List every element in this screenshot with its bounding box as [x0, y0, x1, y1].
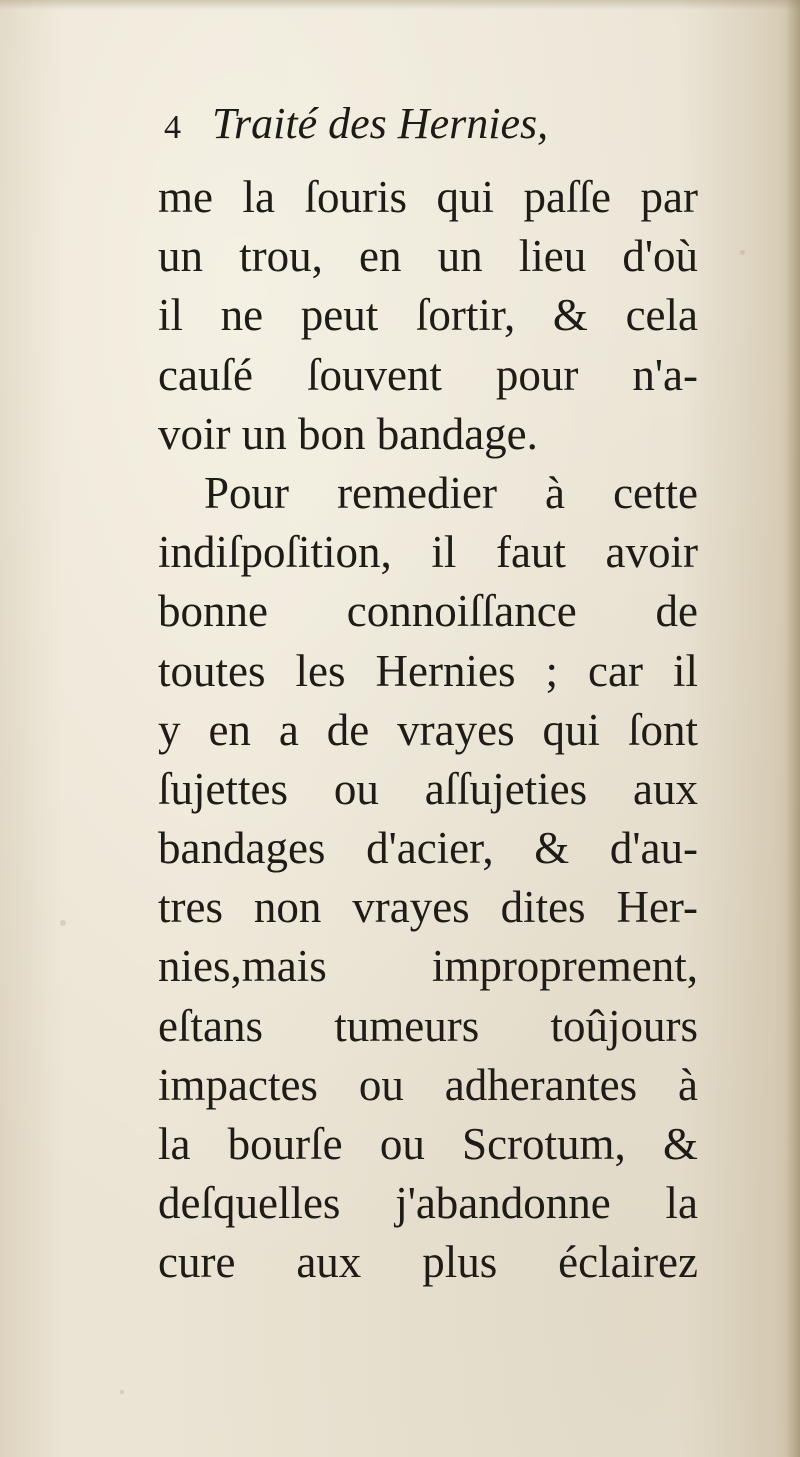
text-line: indiſpoſition, il faut avoir [158, 527, 698, 578]
text-line: me la ſouris qui paſſe par [158, 172, 698, 222]
text-line: ſujettes ou aſſujeties aux [158, 763, 698, 814]
paper-foxing-spot [60, 920, 66, 926]
running-title: Traité des Hernies, [212, 99, 549, 148]
text-line: deſquelles j'abandonne la [158, 1178, 698, 1229]
text-line: un trou, en un lieu d'où [158, 231, 698, 282]
text-line: il ne peut ſortir, & cela [158, 290, 698, 341]
page-number: 4 [164, 109, 181, 146]
text-line: bonne connoiſſance de [158, 586, 698, 637]
paragraph-first-line: Pour remedier à cette [204, 467, 698, 518]
text-line: voir un bon bandage. [158, 408, 538, 459]
text-line: nies,mais improprement, [158, 941, 698, 992]
running-header [164, 98, 724, 158]
body-text [158, 168, 698, 1293]
page-edge-shadow [786, 0, 800, 1457]
paper-foxing-spot [120, 1390, 124, 1394]
text-line: cauſé ſouvent pour n'a- [158, 349, 698, 400]
text-line: bandages d'acier, & d'au- [158, 823, 698, 874]
text-line: y en a de vrayes qui ſont [158, 704, 698, 755]
text-line: tres non vrayes dites Her- [158, 882, 698, 933]
text-line: la bourſe ou Scrotum, & [158, 1119, 698, 1169]
paper-foxing-spot [740, 250, 745, 255]
page-top-shadow [0, 0, 800, 10]
text-line: cure aux plus éclairez [158, 1237, 698, 1288]
text-line: impactes ou adherantes à [158, 1059, 698, 1110]
text-line: eſtans tumeurs toûjours [158, 1000, 698, 1051]
text-line: toutes les Hernies ; car il [158, 645, 698, 696]
